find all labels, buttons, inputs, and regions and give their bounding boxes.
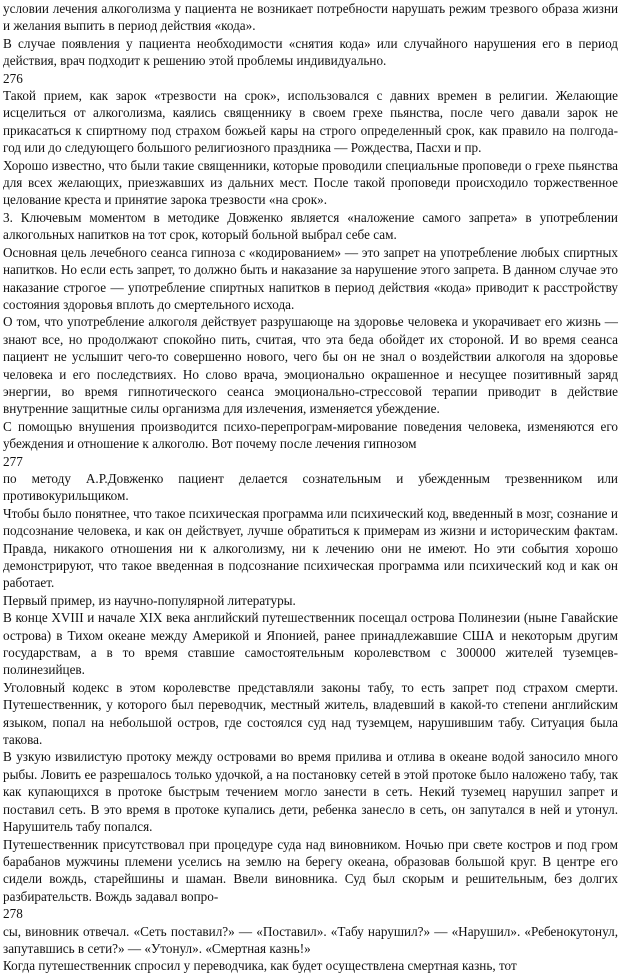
paragraph: Основная цель лечебного сеанса гипноза с «кодированием» — это запрет на употребление любых спиртных напитков. Но если есть запрет, то должно быть и наказание за нарушение этого запрета. В данном случае это наказание строгое — употребление спиртных напитков в период действия «кода» приводит к расстройству состояния здоровья вплоть до смертельного исхода. [3, 244, 618, 312]
page-number: 278 [3, 906, 23, 922]
paragraph: Когда путешественник спросил у переводчика, как будет осуществлена смертная казнь, тот [3, 958, 517, 974]
paragraph: Путешественник присутствовал при процедуре суда над виновником. Ночью при свете костров и под гром барабанов мужчины племени уселись на землю на берегу океана, образовав большой круг. В центре его сидели вождь, старейшины и шаман. Ввели виновника. Суд был скорым и решительным, без долгих разбирательств. Вождь задавал вопро- [3, 836, 618, 904]
paragraph: сы, виновник отвечал. «Сеть поставил?» — «Поставил». «Табу нарушил?» — «Нарушил». «Ребенокутонул, запутавшись в сети?» — «Утонул». «Смертная казнь!» [3, 923, 618, 956]
paragraph: Хорошо известно, что были такие священники, которые проводили специальные проповеди о грехе пьянства для всех желающих, приезжавших из дальних мест. После такой проповеди происходило торжественное целование креста и принятие зарока трезвости «на срок». [3, 157, 618, 208]
paragraph: С помощью внушения производится психо-перепрограм-мирование поведения человека, изменяются его убеждения и отношение к алкоголю. Вот почему после лечения гипнозом [3, 418, 618, 452]
paragraph: В узкую извилистую протоку между островами во время прилива и отлива в океане водой заносило много рыбы. Ловить ее разрешалось только удочкой, а на постановку сетей в этой протоке было наложено табу, так как купающихся в протоке быстрым течением могло занести в сеть. Некий туземец нарушил запрет и поставил сеть. В это время в протоке купались дети, ребенка занесло в сеть, он запутался в ней и утонул. Нарушитель табу попался. [3, 749, 618, 835]
paragraph: 3. Ключевым моментом в методике Довженко является «наложение самого запрета» в употреблении алкогольных напитков на тот срок, который больной выбрал себе сам. [3, 209, 618, 243]
paragraph: по методу А.Р.Довженко пациент делается сознательным и убежденным трезвенником или противокурильщиком. [3, 470, 618, 504]
paragraph: В случае появления у пациента необходимости «снятия кода» или случайного нарушения его в период действия, врач подходит к решению этой проблемы индивидуально. [3, 35, 618, 69]
page-number: 276 [3, 70, 23, 86]
paragraph: условии лечения алкоголизма у пациента не возникает потребности нарушать режим трезвого образа жизни и желания выпить в период действия «кода». [3, 1, 618, 34]
paragraph: Такой прием, как зарок «трезвости на срок», использовался с давних времен в религии. Желающие исцелиться от алкоголизма, каялись священнику в своем грехе пьянства, после чего давали зарок не прикасаться к спиртному под страхом божьей кары на строго определенный срок, как правило на полгода-год или до следующего большого религиозного праздника — Рождества, Пасхи и пр. [3, 88, 618, 156]
paragraph: Уголовный кодекс в этом королевстве представляли законы табу, то есть запрет под страхом смерти. Путешественник, у которого был переводчик, местный житель, владевший в какой-то степени английским языком, попал на небольшой остров, где состоялся суд над туземцем, нарушившим табу. Ситуация была такова. [3, 679, 618, 748]
paragraph: В конце XVIII и начале XIX века английский путешественник посещал острова Полинезии (ныне Гавайские острова) в Тихом океане между Америкой и Японией, ранее принадлежавшие США и некоторым другим государствам, а в то время ставшие самостоятельным королевством с 300000 жителей туземцев-полинезийцев. [3, 610, 618, 678]
paragraph: Чтобы было понятнее, что такое психическая программа или психический код, введенный в мозг, сознание и подсознание человека, и как он действует, лучше обратиться к примерам из жизни и историческим фактам. Правда, никакого отношения ни к алкоголизму, ни к лечению они не имеют. Но эти события хорошо демонстрируют, что такое введенная в подсознание психическая программа или психический код и как он работает. [3, 505, 618, 591]
page-number: 277 [3, 453, 23, 469]
paragraph: Первый пример, из научно-популярной литературы. [3, 592, 296, 608]
paragraph: О том, что употребление алкоголя действует разрушающе на здоровье человека и укорачивает его жизнь — знают все, но продолжают спокойно пить, считая, что эта беда обойдет их стороной. И во время сеанса пациент не услышит чего-то совершенно нового, чего бы он не знал о воздействии алкоголя на здоровье человека и его последствиях. Но слово врача, эмоционально окрашенное и несущее позитивный заряд энергии, во время гипнотического сеанса эмоционально-стрессовой терапии приводит в действие внутренние защитные силы организма для излечения, изменяется убеждение. [3, 314, 618, 417]
